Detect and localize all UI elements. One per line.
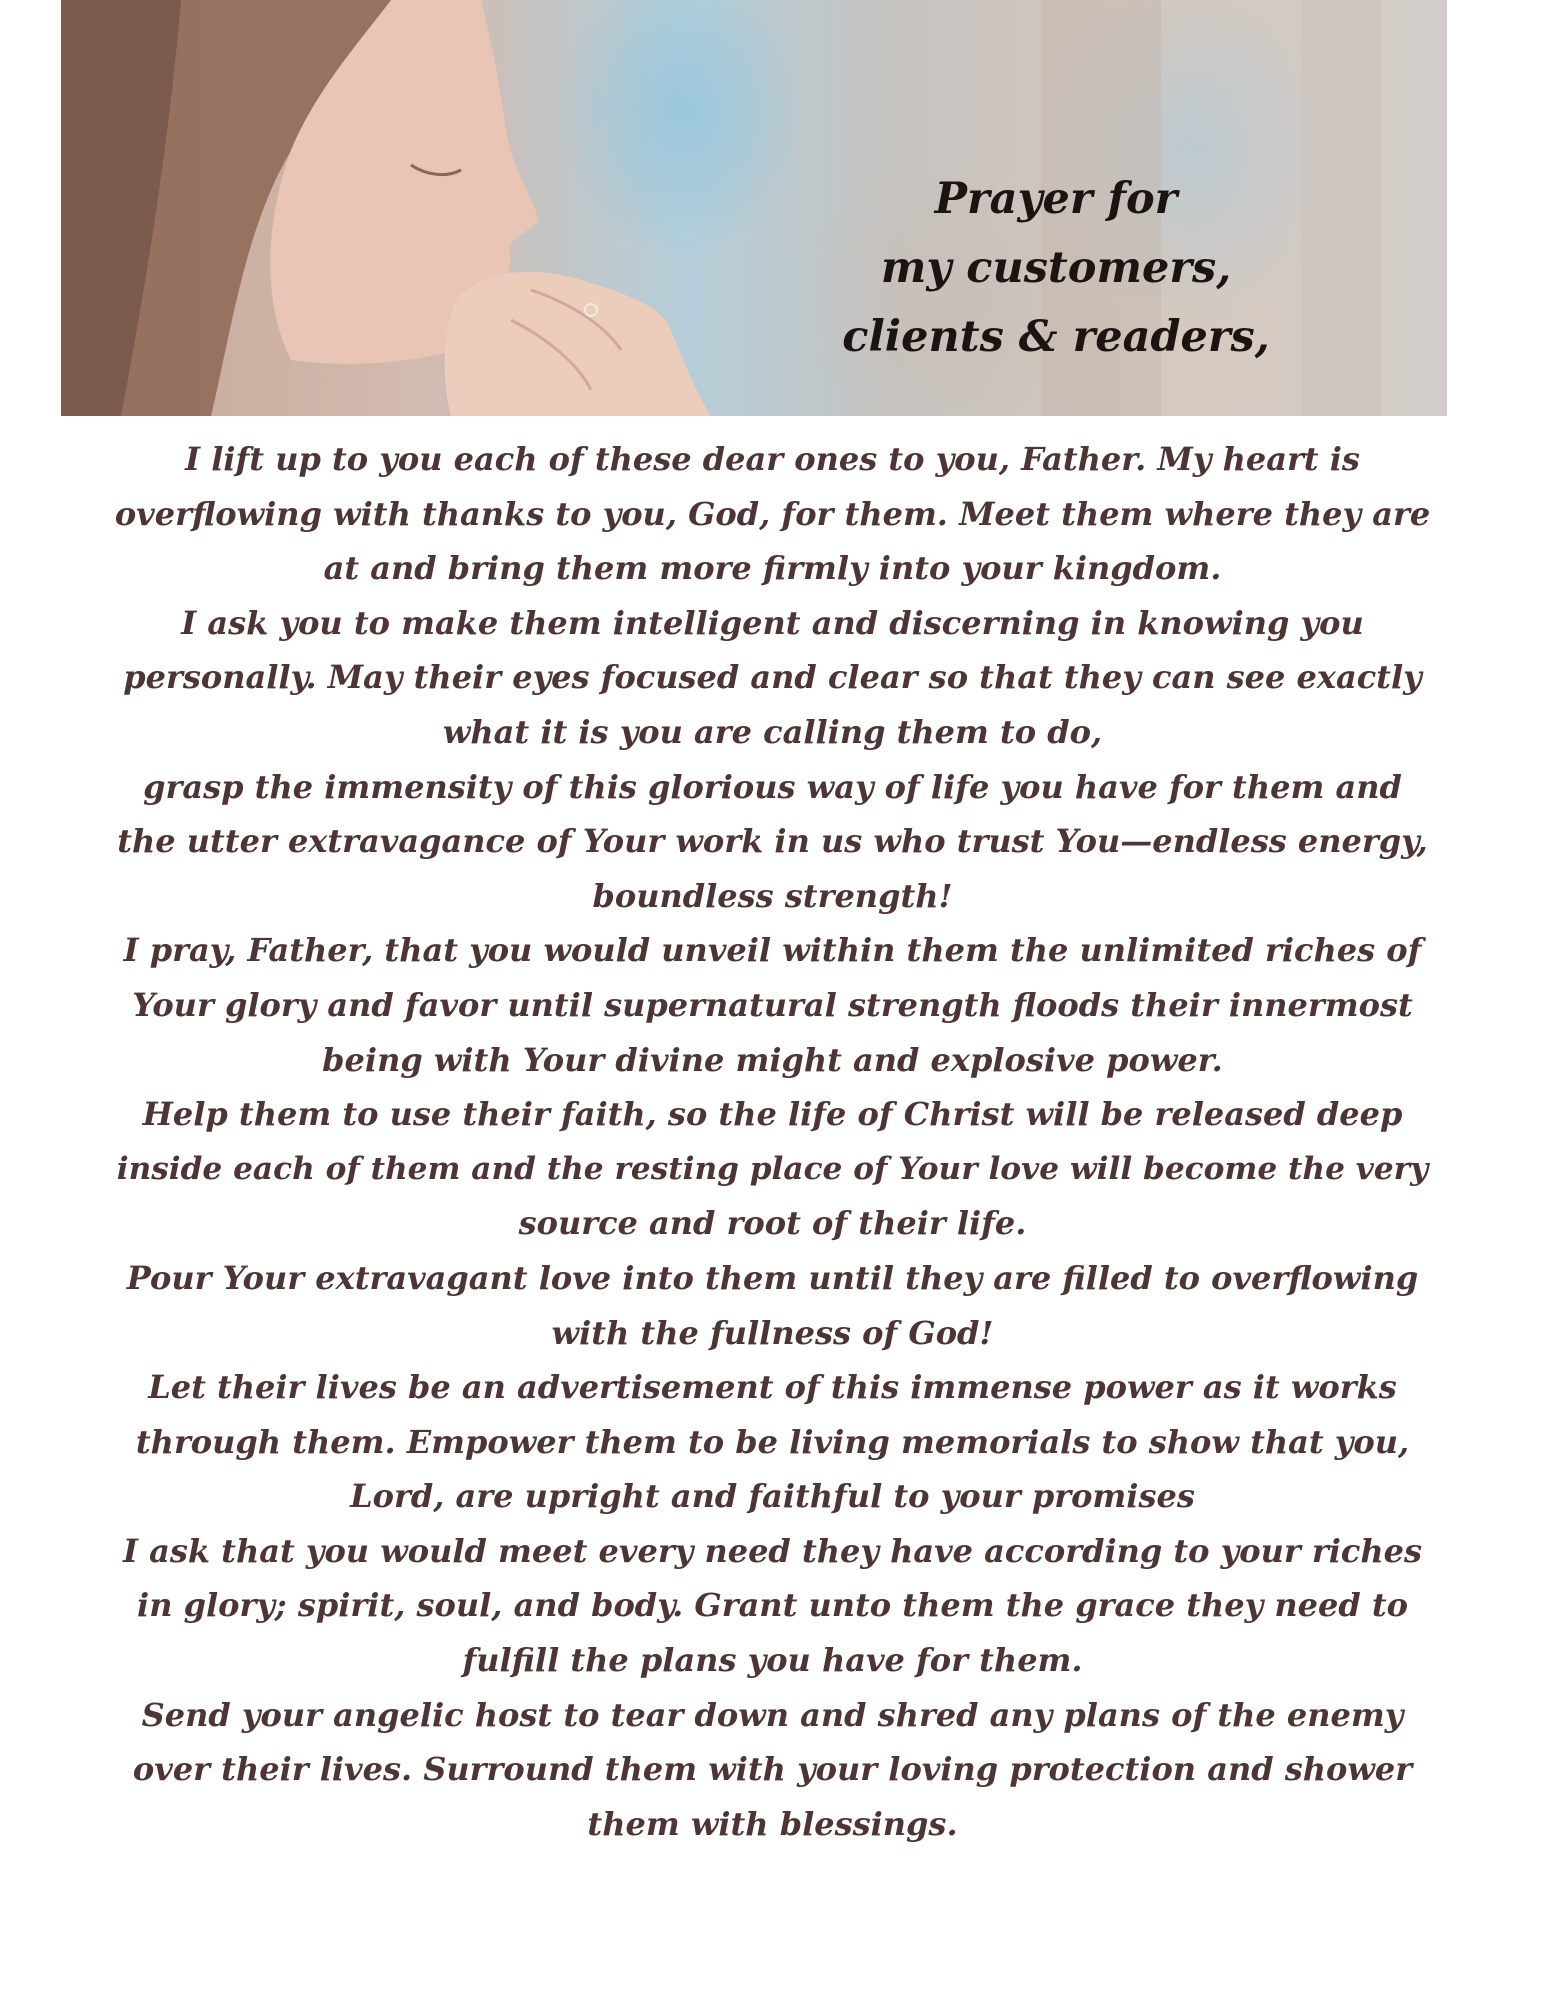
prayer-line: at and bring them more firmly into your kingdom. [323,549,1222,588]
prayer-line: fulfill the plans you have for them. [462,1641,1083,1680]
title-line: my customers, [880,243,1232,293]
prayer-line: with the fullness of God! [551,1313,994,1352]
prayer-line: grasp the immensity of this glorious way of life you have for them and [143,767,1402,806]
prayer-line: the utter extravagance of Your work in us who trust You—endless energy, [117,822,1428,861]
prayer-line: in glory; spirit, soul, and body. Grant unto them the grace they need to [137,1586,1408,1625]
prayer-line: I lift up to you each of these dear ones to you, Father. My heart is [185,440,1360,478]
prayer-line: boundless strength! [592,876,953,915]
prayer-line: Lord, are upright and faithful to your promises [350,1477,1195,1516]
prayer-line: Pour Your extravagant love into them until they are filled to overflowing [126,1258,1419,1297]
title-line: Prayer for [934,174,1178,224]
title-line: clients & readers, [842,312,1270,362]
prayer-line: overflowing with thanks to you, God, for them. Meet them where they are [114,494,1431,533]
prayer-line: I ask that you would meet every need they have according to your riches [122,1531,1422,1570]
header-photo [61,0,1447,416]
prayer-line: Let their lives be an advertisement of this immense power as it works [148,1368,1397,1407]
prayer-line: inside each of them and the resting place of Your love will become the very [116,1150,1429,1187]
prayer-line: Help them to use their faith, so the life of Christ will be released deep [142,1095,1403,1134]
page-title [776,165,1336,372]
prayer-line: Your glory and favor until supernatural strength floods their innermost [132,985,1413,1024]
prayer-line: what it is you are calling them to do, [442,712,1103,751]
prayer-line: them with blessings. [587,1804,958,1843]
prayer-line: through them. Empower them to be living memorials to show that you, [135,1422,1410,1461]
prayer-line: Send your angelic host to tear down and shred any plans of the enemy [141,1695,1404,1734]
prayer-text [110,432,1435,1851]
prayer-line: I ask you to make them intelligent and discerning in knowing you [181,603,1364,642]
prayer-line: being with Your divine might and explosive power. [322,1040,1223,1079]
prayer-line: source and root of their life. [518,1204,1027,1243]
prayer-line: I pray, Father, that you would unveil within them the unlimited riches of [123,931,1422,970]
prayer-line: over their lives. Surround them with your loving protection and shower [132,1750,1413,1789]
prayer-line: personally. May their eyes focused and clear so that they can see exactly [123,658,1422,697]
